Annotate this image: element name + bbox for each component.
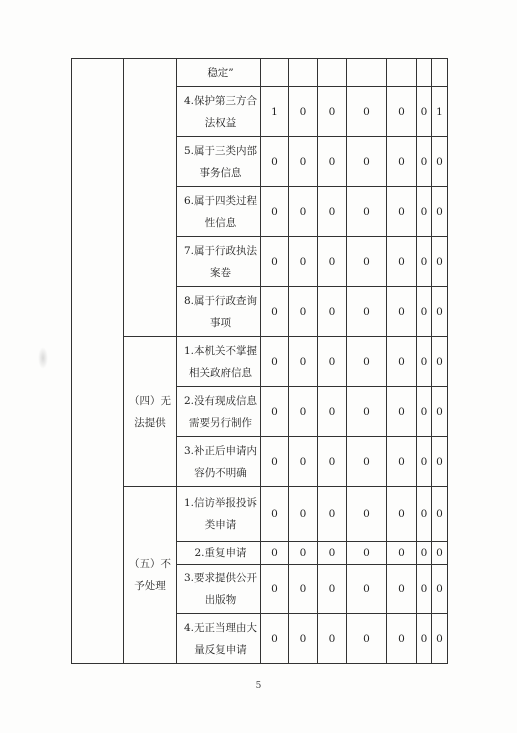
value-cell: 0: [261, 387, 289, 437]
value-cell: 0: [318, 437, 347, 487]
value-cell: 0: [261, 437, 289, 487]
value-cell: 0: [289, 237, 318, 287]
value-cell: 0: [289, 542, 318, 565]
value-cell: 0: [387, 542, 417, 565]
value-cell: 0: [347, 542, 387, 565]
value-cell: 0: [347, 614, 387, 664]
empty-cell: [261, 59, 289, 87]
value-cell: 0: [318, 237, 347, 287]
value-cell: 0: [261, 187, 289, 237]
value-cell: 0: [387, 387, 417, 437]
value-cell: 0: [432, 437, 448, 487]
value-cell: 0: [318, 387, 347, 437]
value-cell: 0: [387, 287, 417, 337]
row-label: 4.无正当理由大量反复申请: [177, 614, 261, 664]
value-cell: 0: [261, 614, 289, 664]
value-cell: 0: [387, 437, 417, 487]
value-cell: 0: [432, 237, 448, 287]
value-cell: 0: [318, 565, 347, 614]
empty-cell: [347, 59, 387, 87]
row-label: 1.本机关不掌握相关政府信息: [177, 337, 261, 387]
value-cell: 0: [432, 542, 448, 565]
row-label: 7.属于行政执法案卷: [177, 237, 261, 287]
value-cell: 1: [261, 87, 289, 137]
value-cell: 0: [289, 187, 318, 237]
value-cell: 0: [289, 137, 318, 187]
empty-cell: [318, 59, 347, 87]
value-cell: 0: [417, 542, 432, 565]
group-cell-not-processed: （五）不予处理: [124, 487, 177, 664]
empty-cell: [289, 59, 318, 87]
value-cell: 0: [347, 287, 387, 337]
value-cell: 0: [318, 187, 347, 237]
value-cell: 0: [261, 542, 289, 565]
value-cell: 0: [318, 542, 347, 565]
value-cell: 0: [261, 237, 289, 287]
scan-smudge: [38, 347, 48, 369]
value-cell: 0: [289, 337, 318, 387]
value-cell: 0: [261, 137, 289, 187]
value-cell: 0: [417, 565, 432, 614]
row-label: 3.要求提供公开出版物: [177, 565, 261, 614]
page-number: 5: [255, 681, 262, 691]
value-cell: 0: [261, 565, 289, 614]
value-cell: 0: [417, 437, 432, 487]
row-label: 2.重复申请: [177, 542, 261, 565]
value-cell: 0: [289, 87, 318, 137]
empty-cell: [417, 59, 432, 87]
group-cell-unable-to-provide: （四）无法提供: [124, 337, 177, 487]
value-cell: 0: [347, 237, 387, 287]
value-cell: 0: [289, 437, 318, 487]
value-cell: 0: [289, 487, 318, 542]
value-cell: 0: [289, 287, 318, 337]
value-cell: 0: [417, 237, 432, 287]
value-cell: 0: [432, 337, 448, 387]
value-cell: 0: [417, 387, 432, 437]
value-cell: 1: [432, 87, 448, 137]
value-cell: 0: [289, 565, 318, 614]
value-cell: 0: [318, 614, 347, 664]
group-cell-continued: [124, 59, 177, 337]
value-cell: 0: [432, 187, 448, 237]
value-cell: 0: [387, 137, 417, 187]
value-cell: 0: [417, 337, 432, 387]
value-cell: 0: [387, 487, 417, 542]
value-cell: 0: [347, 337, 387, 387]
value-cell: 0: [318, 137, 347, 187]
value-cell: 0: [417, 187, 432, 237]
value-cell: 0: [318, 87, 347, 137]
row-label: 3.补正后申请内容仍不明确: [177, 437, 261, 487]
row-label: 稳定”: [177, 59, 261, 87]
value-cell: 0: [432, 487, 448, 542]
value-cell: 0: [261, 337, 289, 387]
table-row: [72, 337, 448, 387]
row-label: 6.属于四类过程性信息: [177, 187, 261, 237]
value-cell: 0: [387, 565, 417, 614]
value-cell: 0: [347, 437, 387, 487]
row-label: 8.属于行政查询事项: [177, 287, 261, 337]
value-cell: 0: [432, 287, 448, 337]
value-cell: 0: [347, 87, 387, 137]
value-cell: 0: [432, 387, 448, 437]
value-cell: 0: [347, 565, 387, 614]
value-cell: 0: [261, 287, 289, 337]
value-cell: 0: [318, 287, 347, 337]
row-label: 4.保护第三方合法权益: [177, 87, 261, 137]
row-label: 2.没有现成信息需要另行制作: [177, 387, 261, 437]
value-cell: 0: [347, 387, 387, 437]
value-cell: 0: [432, 565, 448, 614]
value-cell: 0: [347, 187, 387, 237]
value-cell: 0: [289, 614, 318, 664]
outer-category-cell: [72, 59, 124, 664]
table-row: [72, 59, 448, 87]
value-cell: 0: [387, 614, 417, 664]
value-cell: 0: [432, 137, 448, 187]
value-cell: 0: [387, 237, 417, 287]
value-cell: 0: [318, 337, 347, 387]
empty-cell: [387, 59, 417, 87]
value-cell: 0: [387, 337, 417, 387]
value-cell: 0: [432, 614, 448, 664]
row-label: 5.属于三类内部事务信息: [177, 137, 261, 187]
value-cell: 0: [261, 487, 289, 542]
value-cell: 0: [417, 287, 432, 337]
value-cell: 0: [417, 487, 432, 542]
empty-cell: [432, 59, 448, 87]
value-cell: 0: [387, 187, 417, 237]
row-label: 1.信访举报投诉类申请: [177, 487, 261, 542]
value-cell: 0: [387, 87, 417, 137]
value-cell: 0: [347, 487, 387, 542]
value-cell: 0: [417, 614, 432, 664]
value-cell: 0: [417, 87, 432, 137]
value-cell: 0: [289, 387, 318, 437]
value-cell: 0: [417, 137, 432, 187]
table-row: [72, 487, 448, 542]
value-cell: 0: [318, 487, 347, 542]
value-cell: 0: [347, 137, 387, 187]
disclosure-statistics-table: [71, 58, 448, 664]
